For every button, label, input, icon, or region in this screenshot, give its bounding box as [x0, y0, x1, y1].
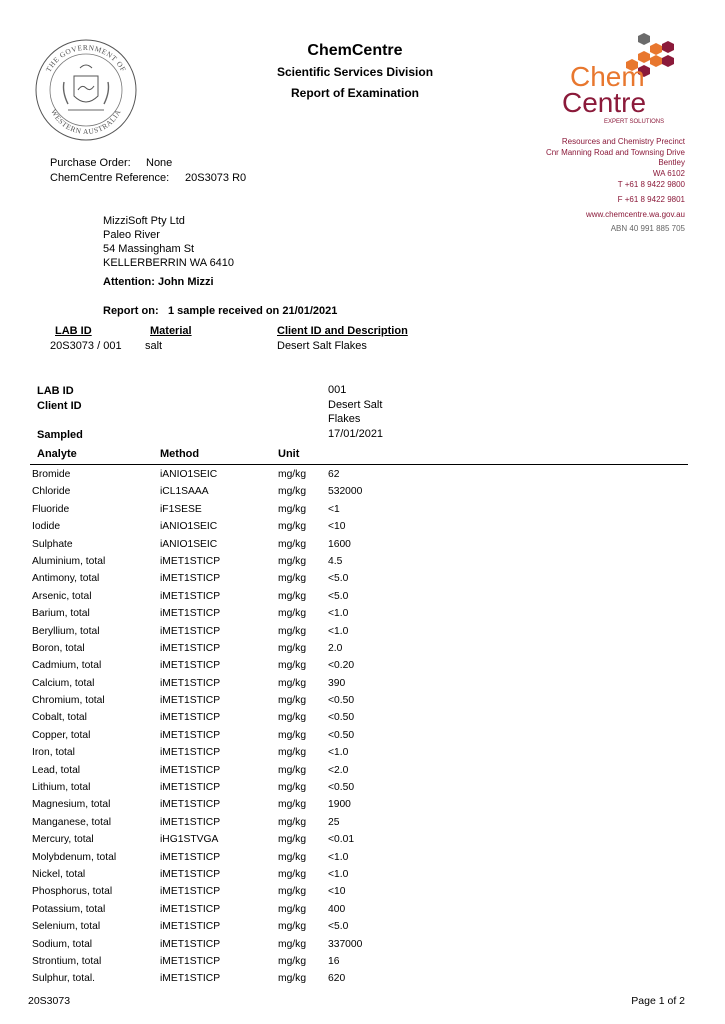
table-row — [30, 625, 690, 642]
method-cell: iMET1STICP — [160, 886, 221, 898]
report-on-value: 1 sample received on 21/01/2021 — [168, 305, 338, 317]
unit-cell: mg/kg — [278, 503, 307, 515]
unit-cell: mg/kg — [278, 782, 307, 794]
result-cell: <0.50 — [328, 712, 355, 724]
unit-cell: mg/kg — [278, 903, 307, 915]
result-cell: 25 — [328, 816, 340, 828]
client-line2: Paleo River — [103, 229, 160, 241]
method-cell: iANIO1SEIC — [160, 538, 218, 550]
method-cell: iMET1STICP — [160, 642, 221, 654]
method-cell: iMET1STICP — [160, 677, 221, 689]
result-cell: <1.0 — [328, 868, 349, 880]
result-cell: <1.0 — [328, 608, 349, 620]
result-cell: 400 — [328, 903, 346, 915]
unit-cell: mg/kg — [278, 573, 307, 585]
analyte-cell: Cadmium, total — [32, 660, 102, 672]
table-header-method: Method — [160, 448, 200, 460]
method-cell: iMET1STICP — [160, 555, 221, 567]
result-cell: 337000 — [328, 938, 363, 950]
purchase-order-value: None — [146, 157, 173, 169]
results-table — [30, 468, 690, 990]
unit-cell: mg/kg — [278, 834, 307, 846]
unit-cell: mg/kg — [278, 747, 307, 759]
address-web[interactable]: www.chemcentre.wa.gov.au — [585, 210, 685, 219]
unit-cell: mg/kg — [278, 955, 307, 967]
analyte-cell: Chromium, total — [32, 695, 105, 707]
client-company: MizziSoft Pty Ltd — [103, 215, 185, 227]
analyte-cell: Calcium, total — [32, 677, 95, 689]
method-cell: iMET1STICP — [160, 868, 221, 880]
result-cell: 1900 — [328, 799, 351, 811]
logo-chem-text: Chem — [570, 61, 645, 92]
address-abn: ABN 40 991 885 705 — [610, 224, 685, 233]
address-phone: T +61 8 9422 9800 — [617, 180, 685, 189]
result-cell: <2.0 — [328, 764, 349, 776]
analyte-cell: Boron, total — [32, 642, 85, 654]
sample-client-id-value-2: Flakes — [328, 413, 361, 425]
table-row — [30, 659, 690, 676]
unit-cell: mg/kg — [278, 938, 307, 950]
method-cell: iMET1STICP — [160, 625, 221, 637]
result-cell: <5.0 — [328, 590, 349, 602]
result-cell: <5.0 — [328, 573, 349, 585]
method-cell: iMET1STICP — [160, 799, 221, 811]
result-cell: 2.0 — [328, 642, 343, 654]
unit-cell: mg/kg — [278, 886, 307, 898]
unit-cell: mg/kg — [278, 816, 307, 828]
unit-cell: mg/kg — [278, 590, 307, 602]
client-town: KELLERBERRIN WA 6410 — [103, 257, 235, 269]
analyte-cell: Iodide — [32, 521, 61, 533]
analyte-cell: Sulphate — [32, 538, 73, 550]
result-cell: 16 — [328, 955, 340, 967]
method-cell: iMET1STICP — [160, 590, 221, 602]
address-suburb: Bentley — [658, 158, 685, 167]
unit-cell: mg/kg — [278, 608, 307, 620]
table-header-rule — [30, 464, 688, 465]
table-row — [30, 746, 690, 763]
sample-client-id-value-1: Desert Salt — [328, 399, 383, 411]
analyte-cell: Antimony, total — [32, 573, 100, 585]
sample-lab-id-value: 001 — [328, 384, 347, 396]
table-row — [30, 885, 690, 902]
unit-cell: mg/kg — [278, 729, 307, 741]
footer-page-number: Page 1 of 2 — [631, 995, 685, 1007]
analyte-cell: Lithium, total — [32, 782, 91, 794]
address-state: WA 6102 — [652, 169, 685, 178]
unit-cell: mg/kg — [278, 677, 307, 689]
table-row — [30, 868, 690, 885]
table-row — [30, 642, 690, 659]
analyte-cell: Sodium, total — [32, 938, 93, 950]
table-row — [30, 711, 690, 728]
result-cell: <10 — [328, 886, 346, 898]
method-cell: iANIO1SEIC — [160, 521, 218, 533]
unit-cell: mg/kg — [278, 868, 307, 880]
analyte-cell: Aluminium, total — [32, 555, 106, 567]
method-cell: iMET1STICP — [160, 729, 221, 741]
summary-lab-id: 20S3073 / 001 — [50, 340, 122, 352]
purchase-order-label: Purchase Order: — [50, 157, 131, 169]
table-row — [30, 972, 690, 989]
unit-cell: mg/kg — [278, 799, 307, 811]
table-row — [30, 816, 690, 833]
method-cell: iMET1STICP — [160, 921, 221, 933]
result-cell: 4.5 — [328, 555, 343, 567]
chemcentre-logo — [546, 28, 686, 130]
method-cell: iF1SESE — [160, 503, 202, 515]
reference-label: ChemCentre Reference: — [50, 172, 170, 184]
analyte-cell: Cobalt, total — [32, 712, 87, 724]
summary-client-desc: Desert Salt Flakes — [277, 340, 367, 352]
unit-cell: mg/kg — [278, 660, 307, 672]
table-row — [30, 677, 690, 694]
method-cell: iMET1STICP — [160, 938, 221, 950]
result-cell: <1 — [328, 503, 340, 515]
unit-cell: mg/kg — [278, 555, 307, 567]
analyte-cell: Magnesium, total — [32, 799, 111, 811]
analyte-cell: Selenium, total — [32, 921, 101, 933]
table-row — [30, 555, 690, 572]
client-attention: Attention: John Mizzi — [103, 276, 214, 288]
table-row — [30, 764, 690, 781]
table-row — [30, 938, 690, 955]
summary-material: salt — [145, 340, 163, 352]
table-row — [30, 920, 690, 937]
method-cell: iMET1STICP — [160, 712, 221, 724]
result-cell: 390 — [328, 677, 346, 689]
method-cell: iMET1STICP — [160, 660, 221, 672]
unit-cell: mg/kg — [278, 521, 307, 533]
client-street: 54 Massingham St — [103, 243, 195, 255]
analyte-cell: Nickel, total — [32, 868, 86, 880]
result-cell: 620 — [328, 973, 346, 985]
result-cell: <5.0 — [328, 921, 349, 933]
address-street: Cnr Manning Road and Townsing Drive — [545, 148, 685, 157]
method-cell: iMET1STICP — [160, 973, 221, 985]
result-cell: <0.50 — [328, 695, 355, 707]
method-cell: iCL1SAAA — [160, 486, 209, 498]
analyte-cell: Molybdenum, total — [32, 851, 117, 863]
svg-text:THE GOVERNMENT OF: THE GOVERNMENT OF — [43, 42, 129, 74]
unit-cell: mg/kg — [278, 486, 307, 498]
division-name: Scientific Services Division — [276, 65, 434, 79]
table-row — [30, 851, 690, 868]
result-cell: <0.50 — [328, 729, 355, 741]
government-seal-icon — [34, 38, 138, 142]
table-row — [30, 729, 690, 746]
table-row — [30, 520, 690, 537]
table-row — [30, 694, 690, 711]
address-precinct: Resources and Chemistry Precinct — [561, 137, 685, 146]
table-row — [30, 468, 690, 485]
method-cell: iANIO1SEIC — [160, 469, 218, 480]
summary-header-lab-id: LAB ID — [55, 325, 92, 337]
logo-tagline: EXPERT SOLUTIONS — [604, 119, 665, 125]
table-row — [30, 903, 690, 920]
method-cell: iMET1STICP — [160, 695, 221, 707]
method-cell: iMET1STICP — [160, 903, 221, 915]
org-title: ChemCentre — [307, 42, 403, 59]
unit-cell: mg/kg — [278, 625, 307, 637]
analyte-cell: Bromide — [32, 469, 71, 480]
reference-value: 20S3073 R0 — [185, 172, 247, 184]
result-cell: <1.0 — [328, 851, 349, 863]
address-fax: F +61 8 9422 9801 — [617, 195, 685, 204]
analyte-cell: Strontium, total — [32, 955, 102, 967]
unit-cell: mg/kg — [278, 469, 307, 480]
analyte-cell: Mercury, total — [32, 834, 94, 846]
analyte-cell: Phosphorus, total — [32, 886, 113, 898]
table-row — [30, 607, 690, 624]
unit-cell: mg/kg — [278, 921, 307, 933]
table-row — [30, 798, 690, 815]
table-row — [30, 781, 690, 798]
analyte-cell: Barium, total — [32, 608, 90, 620]
result-cell: 532000 — [328, 486, 363, 498]
result-cell: <1.0 — [328, 625, 349, 637]
method-cell: iMET1STICP — [160, 782, 221, 794]
table-row — [30, 538, 690, 555]
table-header-analyte: Analyte — [37, 448, 77, 460]
report-on-label: Report on: — [103, 305, 159, 317]
analyte-cell: Potassium, total — [32, 903, 106, 915]
table-row — [30, 955, 690, 972]
method-cell: iMET1STICP — [160, 608, 221, 620]
result-cell: <10 — [328, 521, 346, 533]
summary-header-client-desc: Client ID and Description — [277, 325, 408, 337]
method-cell: iMET1STICP — [160, 816, 221, 828]
sample-sampled-label: Sampled — [37, 429, 83, 441]
result-cell: 62 — [328, 469, 340, 480]
result-cell: <1.0 — [328, 747, 349, 759]
table-row — [30, 485, 690, 502]
unit-cell: mg/kg — [278, 538, 307, 550]
unit-cell: mg/kg — [278, 695, 307, 707]
report-title: Report of Examination — [290, 86, 419, 100]
sample-client-id-label: Client ID — [37, 400, 82, 412]
sample-sampled-value: 17/01/2021 — [328, 428, 384, 440]
unit-cell: mg/kg — [278, 712, 307, 724]
method-cell: iMET1STICP — [160, 955, 221, 967]
result-cell: <0.50 — [328, 782, 355, 794]
svg-text:WESTERN AUSTRALIA: WESTERN AUSTRALIA — [49, 107, 123, 137]
analyte-cell: Sulphur, total. — [32, 973, 95, 985]
analyte-cell: Arsenic, total — [32, 590, 92, 602]
result-cell: <0.20 — [328, 660, 355, 672]
analyte-cell: Iron, total — [32, 747, 75, 759]
method-cell: iMET1STICP — [160, 747, 221, 759]
table-header-unit: Unit — [278, 448, 300, 460]
method-cell: iMET1STICP — [160, 573, 221, 585]
table-row — [30, 503, 690, 520]
analyte-cell: Fluoride — [32, 503, 70, 515]
sample-lab-id-label: LAB ID — [37, 385, 74, 397]
method-cell: iMET1STICP — [160, 851, 221, 863]
method-cell: iMET1STICP — [160, 764, 221, 776]
result-cell: <0.01 — [328, 834, 355, 846]
unit-cell: mg/kg — [278, 973, 307, 985]
summary-header-material: Material — [150, 325, 192, 337]
unit-cell: mg/kg — [278, 764, 307, 776]
analyte-cell: Copper, total — [32, 729, 91, 741]
table-row — [30, 572, 690, 589]
result-cell: 1600 — [328, 538, 351, 550]
table-row — [30, 833, 690, 850]
analyte-cell: Lead, total — [32, 764, 81, 776]
method-cell: iHG1STVGA — [160, 834, 219, 846]
analyte-cell: Beryllium, total — [32, 625, 100, 637]
analyte-cell: Chloride — [32, 486, 71, 498]
table-row — [30, 590, 690, 607]
unit-cell: mg/kg — [278, 851, 307, 863]
analyte-cell: Manganese, total — [32, 816, 111, 828]
logo-centre-text: Centre — [562, 87, 647, 118]
unit-cell: mg/kg — [278, 642, 307, 654]
footer-doc-id: 20S3073 — [28, 995, 71, 1007]
